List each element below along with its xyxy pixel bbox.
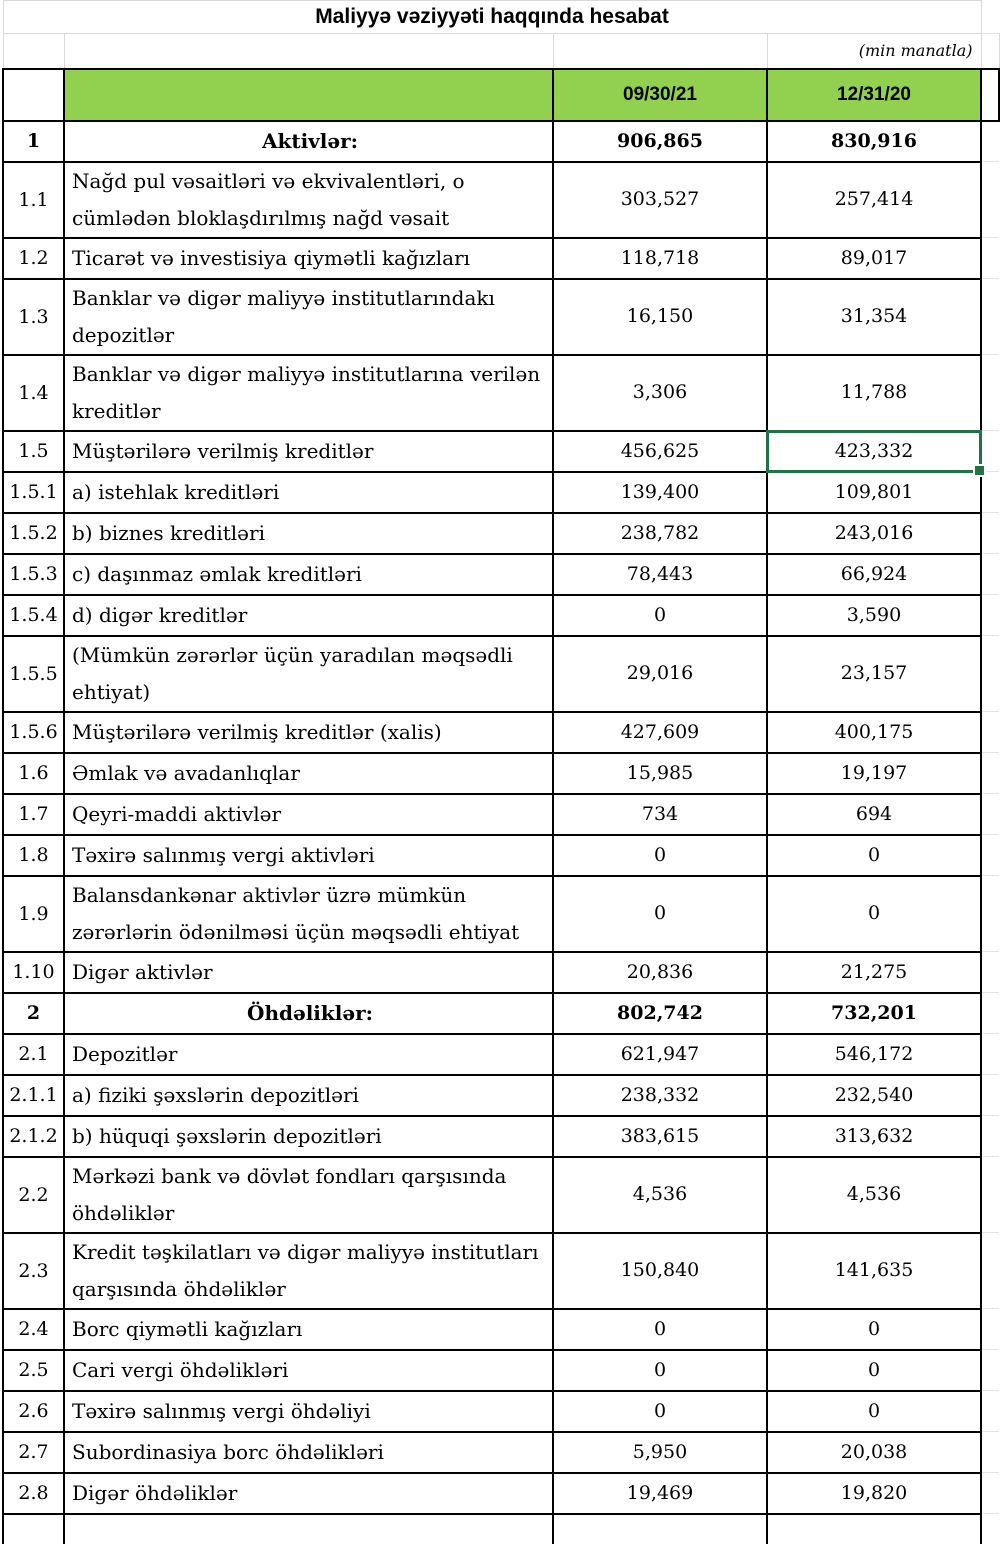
row-label-cell[interactable]: Subordinasiya borc öhdəlikləri [64, 1432, 553, 1473]
table-row [3, 1157, 999, 1233]
row-id-cell[interactable]: 2.8 [3, 1473, 64, 1514]
value-cell-2[interactable]: 11,788 [767, 355, 981, 431]
sheet-margin-cell [981, 1157, 999, 1233]
row-label-cell[interactable]: Aktivlər: [64, 121, 553, 162]
row-id-cell[interactable]: 2.1 [3, 1034, 64, 1075]
selected-cell[interactable]: 423,332 [767, 431, 981, 472]
value-cell-2[interactable]: 20,038 [767, 1432, 981, 1473]
value-cell-2[interactable]: 0 [767, 876, 981, 952]
units-row [3, 34, 999, 69]
value-cell-2[interactable]: 313,632 [767, 1116, 981, 1157]
value-cell-1[interactable]: 0 [553, 835, 767, 876]
value-cell-1[interactable]: 150,840 [553, 1233, 767, 1309]
value-cell-1[interactable]: 0 [553, 876, 767, 952]
value-cell-2[interactable]: 830,916 [767, 121, 981, 162]
row-label-cell[interactable]: b) biznes kreditləri [64, 513, 553, 554]
clipped-empty-row [3, 1514, 999, 1544]
table-row [3, 1034, 999, 1075]
value-cell-2[interactable]: 3,590 [767, 595, 981, 636]
table-row [3, 1473, 999, 1514]
table-row [3, 1432, 999, 1473]
table-row [3, 431, 999, 472]
table-row [3, 121, 999, 162]
sheet-margin-cell [981, 835, 999, 876]
value-cell-1[interactable]: 238,332 [553, 1075, 767, 1116]
empty-cell[interactable] [64, 1514, 553, 1544]
sheet-margin-cell [981, 121, 999, 162]
value-cell-2[interactable]: 243,016 [767, 513, 981, 554]
row-label-cell[interactable]: Müştərilərə verilmiş kreditlər (xalis) [64, 712, 553, 753]
row-label-cell[interactable]: d) digər kreditlər [64, 595, 553, 636]
sheet-margin-cell [981, 952, 999, 993]
sheet-margin-cell [981, 876, 999, 952]
column-header-date-2[interactable]: 12/31/20 [767, 69, 981, 121]
table-row [3, 355, 999, 431]
value-cell-2[interactable]: 21,275 [767, 952, 981, 993]
empty-cell[interactable] [3, 34, 64, 69]
row-id-cell[interactable]: 2.1.2 [3, 1116, 64, 1157]
row-id-cell[interactable]: 1.5 [3, 431, 64, 472]
value-cell-2[interactable]: 4,536 [767, 1157, 981, 1233]
value-cell-2[interactable]: 109,801 [767, 472, 981, 513]
row-label-cell[interactable]: Ticarət və investisiya qiymətli kağızları [64, 238, 553, 279]
row-id-cell[interactable]: 2 [3, 993, 64, 1034]
table-row [3, 952, 999, 993]
table-body [3, 121, 999, 1514]
empty-cell[interactable] [767, 1514, 981, 1544]
sheet-margin-cell [981, 1116, 999, 1157]
row-id-cell[interactable]: 1.5.6 [3, 712, 64, 753]
table-row [3, 876, 999, 952]
value-cell-2[interactable]: 232,540 [767, 1075, 981, 1116]
table-row [3, 595, 999, 636]
sheet-margin-cell [981, 1350, 999, 1391]
table-row [3, 472, 999, 513]
sheet-margin-cell [981, 162, 999, 238]
value-cell-2[interactable]: 732,201 [767, 993, 981, 1034]
sheet-margin-cell [981, 712, 999, 753]
value-cell-1[interactable]: 19,469 [553, 1473, 767, 1514]
sheet-margin-cell [981, 1, 999, 34]
sheet-margin-cell [981, 34, 999, 69]
value-cell-1[interactable]: 118,718 [553, 238, 767, 279]
value-cell-1[interactable]: 456,625 [553, 431, 767, 472]
sheet-margin-cell [981, 1075, 999, 1116]
value-cell-1[interactable]: 20,836 [553, 952, 767, 993]
row-label-cell[interactable]: Təxirə salınmış vergi aktivləri [64, 835, 553, 876]
row-id-cell[interactable]: 1.4 [3, 355, 64, 431]
units-note: (min manatla) [767, 34, 981, 69]
sheet-margin-cell [981, 355, 999, 431]
table-row [3, 993, 999, 1034]
value-cell-1[interactable]: 0 [553, 595, 767, 636]
row-label-cell[interactable]: Kredit təşkilatları və digər maliyyə institutları qarşısında öhdəliklər [64, 1233, 553, 1309]
row-label-cell[interactable]: Cari vergi öhdəlikləri [64, 1350, 553, 1391]
selection-border [766, 430, 982, 473]
table-row [3, 1309, 999, 1350]
table-row [3, 513, 999, 554]
row-id-cell[interactable]: 1.5.2 [3, 513, 64, 554]
sheet-margin-cell [981, 993, 999, 1034]
row-id-cell[interactable]: 2.4 [3, 1309, 64, 1350]
row-label-cell[interactable]: a) istehlak kreditləri [64, 472, 553, 513]
row-id-cell[interactable]: 2.2 [3, 1157, 64, 1233]
row-label-cell[interactable]: Qeyri-maddi aktivlər [64, 794, 553, 835]
table-row [3, 238, 999, 279]
row-id-cell[interactable]: 1.6 [3, 753, 64, 794]
sheet-margin-cell [981, 636, 999, 712]
sheet-margin-cell [981, 554, 999, 595]
row-id-cell[interactable]: 1 [3, 121, 64, 162]
value-cell-2[interactable]: 23,157 [767, 636, 981, 712]
row-label-cell[interactable]: Öhdəliklər: [64, 993, 553, 1034]
value-cell-2[interactable]: 400,175 [767, 712, 981, 753]
sheet-margin-cell [981, 513, 999, 554]
title-row [3, 1, 999, 34]
row-id-cell[interactable]: 2.6 [3, 1391, 64, 1432]
empty-cell[interactable] [64, 34, 553, 69]
value-cell-1[interactable]: 29,016 [553, 636, 767, 712]
value-cell-1[interactable]: 906,865 [553, 121, 767, 162]
value-cell-1[interactable]: 238,782 [553, 513, 767, 554]
sheet-margin-cell [981, 1432, 999, 1473]
value-cell-2[interactable]: 19,197 [767, 753, 981, 794]
row-id-cell[interactable]: 1.7 [3, 794, 64, 835]
row-label-cell[interactable]: Təxirə salınmış vergi öhdəliyi [64, 1391, 553, 1432]
row-id-cell[interactable]: 1.1 [3, 162, 64, 238]
table-row [3, 794, 999, 835]
value-cell-2[interactable]: 0 [767, 1391, 981, 1432]
table-row [3, 554, 999, 595]
row-label-cell[interactable]: Nağd pul vəsaitləri və ekvivalentləri, o cümlədən bloklaşdırılmış nağd vəsait [64, 162, 553, 238]
fill-handle[interactable] [973, 464, 986, 477]
value-cell-1[interactable]: 139,400 [553, 472, 767, 513]
table-row [3, 835, 999, 876]
value-cell-2[interactable]: 546,172 [767, 1034, 981, 1075]
value-cell-1[interactable]: 3,306 [553, 355, 767, 431]
row-id-cell[interactable]: 1.9 [3, 876, 64, 952]
value-cell-1[interactable]: 802,742 [553, 993, 767, 1034]
row-id-cell[interactable]: 2.3 [3, 1233, 64, 1309]
row-label-cell[interactable]: a) fiziki şəxslərin depozitləri [64, 1075, 553, 1116]
row-id-cell[interactable]: 1.10 [3, 952, 64, 993]
row-id-cell[interactable]: 1.2 [3, 238, 64, 279]
sheet-margin-cell [981, 794, 999, 835]
value-cell-1[interactable]: 16,150 [553, 279, 767, 355]
value-cell-2[interactable]: 19,820 [767, 1473, 981, 1514]
value-cell-1[interactable]: 5,950 [553, 1432, 767, 1473]
value-cell-2[interactable]: 0 [767, 835, 981, 876]
row-id-cell[interactable]: 1.5.5 [3, 636, 64, 712]
empty-cell[interactable] [553, 1514, 767, 1544]
sheet-margin-cell [981, 595, 999, 636]
row-id-cell[interactable]: 1.5.3 [3, 554, 64, 595]
value-cell-2[interactable]: 141,635 [767, 1233, 981, 1309]
table-row [3, 1075, 999, 1116]
sheet-margin-cell [981, 1514, 999, 1544]
row-label-cell[interactable]: Əmlak və avadanlıqlar [64, 753, 553, 794]
row-id-cell[interactable]: 1.5.4 [3, 595, 64, 636]
table-row [3, 636, 999, 712]
table-row [3, 279, 999, 355]
column-header-date-1[interactable]: 09/30/21 [553, 69, 767, 121]
table-row [3, 162, 999, 238]
row-label-cell[interactable]: Banklar və digər maliyyə institutlarındakı depozitlər [64, 279, 553, 355]
row-label-cell[interactable]: Borc qiymətli kağızları [64, 1309, 553, 1350]
row-label-cell[interactable]: b) hüquqi şəxslərin depozitləri [64, 1116, 553, 1157]
sheet-margin-cell [981, 1309, 999, 1350]
row-label-cell[interactable]: Digər öhdəliklər [64, 1473, 553, 1514]
row-label-cell[interactable]: Digər aktivlər [64, 952, 553, 993]
sheet-margin-cell [981, 238, 999, 279]
table-row [3, 712, 999, 753]
sheet-margin-cell [981, 1473, 999, 1514]
sheet-margin-cell [981, 69, 999, 121]
sheet-margin-cell [981, 753, 999, 794]
value-cell-1[interactable]: 734 [553, 794, 767, 835]
financial-position-table [2, 0, 1000, 1544]
value-cell-1[interactable]: 383,615 [553, 1116, 767, 1157]
row-id-cell[interactable]: 2.1.1 [3, 1075, 64, 1116]
row-label-cell[interactable]: (Mümkün zərərlər üçün yaradılan məqsədli ehtiyat) [64, 636, 553, 712]
row-label-cell[interactable]: Mərkəzi bank və dövlət fondları qarşısında öhdəliklər [64, 1157, 553, 1233]
value-cell-1[interactable]: 621,947 [553, 1034, 767, 1075]
value-cell-1[interactable]: 0 [553, 1309, 767, 1350]
value-cell-2[interactable]: 694 [767, 794, 981, 835]
table-row [3, 753, 999, 794]
column-header-row [3, 69, 999, 121]
table-row [3, 1233, 999, 1309]
row-label-cell[interactable]: Depozitlər [64, 1034, 553, 1075]
value-cell-1[interactable]: 303,527 [553, 162, 767, 238]
value-cell-1[interactable]: 0 [553, 1391, 767, 1432]
row-label-cell[interactable]: Balansdankənar aktivlər üzrə mümkün zərərlərin ödənilməsi üçün məqsədli ehtiyat [64, 876, 553, 952]
row-id-cell[interactable]: 1.3 [3, 279, 64, 355]
row-id-cell[interactable]: 1.8 [3, 835, 64, 876]
value-cell-2[interactable]: 89,017 [767, 238, 981, 279]
sheet-margin-cell [981, 1391, 999, 1432]
value-cell-1[interactable]: 427,609 [553, 712, 767, 753]
sheet-margin-cell [981, 472, 999, 513]
sheet-margin-cell [981, 1233, 999, 1309]
row-label-cell[interactable]: c) daşınmaz əmlak kreditləri [64, 554, 553, 595]
value-cell-2[interactable]: 0 [767, 1309, 981, 1350]
value-cell-1[interactable]: 4,536 [553, 1157, 767, 1233]
page-title: Maliyyə vəziyyəti haqqında hesabat [3, 1, 981, 34]
row-label-cell[interactable]: Banklar və digər maliyyə institutlarına verilən kreditlər [64, 355, 553, 431]
sheet-margin-cell [981, 1034, 999, 1075]
row-id-cell[interactable]: 2.5 [3, 1350, 64, 1391]
value-cell-2[interactable]: 31,354 [767, 279, 981, 355]
corner-cell[interactable] [3, 69, 64, 121]
row-id-cell[interactable]: 1.5.1 [3, 472, 64, 513]
sheet-margin-cell [981, 279, 999, 355]
table-row [3, 1116, 999, 1157]
table-row [3, 1350, 999, 1391]
value-cell-1[interactable]: 0 [553, 1350, 767, 1391]
value-cell-2[interactable]: 66,924 [767, 554, 981, 595]
value-cell-2[interactable]: 257,414 [767, 162, 981, 238]
header-label-cell[interactable] [64, 69, 553, 121]
empty-cell[interactable] [3, 1514, 64, 1544]
table-row [3, 1391, 999, 1432]
row-label-cell[interactable]: Müştərilərə verilmiş kreditlər [64, 431, 553, 472]
value-cell-1[interactable]: 78,443 [553, 554, 767, 595]
value-cell-2[interactable]: 0 [767, 1350, 981, 1391]
value-cell-1[interactable]: 15,985 [553, 753, 767, 794]
empty-cell[interactable] [553, 34, 767, 69]
row-id-cell[interactable]: 2.7 [3, 1432, 64, 1473]
